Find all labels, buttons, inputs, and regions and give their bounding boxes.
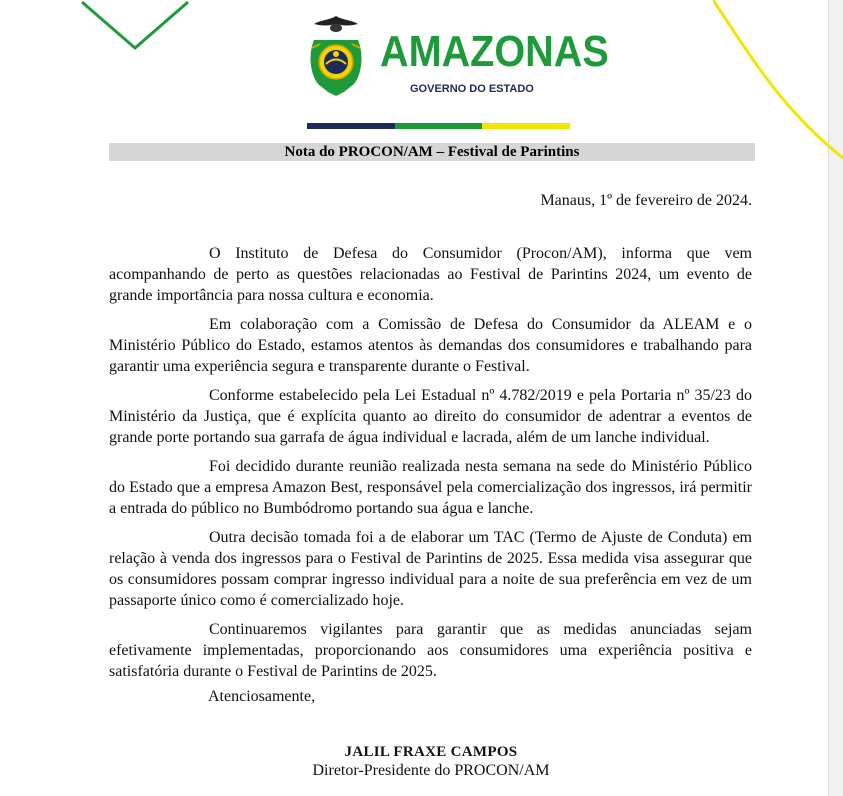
signer-name: JALIL FRAXE CAMPOS	[344, 744, 518, 760]
paragraph: Em colaboração com a Comissão de Defesa do Consumidor da ALEAM e o Ministério Público do Estado, estamos atentos às demandas dos consumidores e trabalhando para garantir uma experiência segura e transparente durante o Festival.	[109, 316, 752, 375]
coat-of-arms-icon	[306, 14, 366, 98]
decorative-curve-icon	[713, 0, 843, 160]
flag-stripe-blue	[307, 123, 395, 129]
closing-salutation: Atenciosamente,	[208, 688, 316, 705]
flag-stripe-yellow	[482, 123, 570, 129]
signer-role: Diretor-Presidente do PROCON/AM	[312, 762, 550, 779]
government-logo	[306, 12, 609, 130]
decorative-chevron-icon	[80, 0, 190, 55]
flag-color-bar	[307, 123, 570, 129]
paragraph: Outra decisão tomada foi a de elaborar um TAC (Termo de Ajuste de Conduta) em relação à venda dos ingressos para o Festival de Parintins de 2025. Essa medida visa assegurar que os consumidores possam comprar ingresso individual para a noite de sua preferência em vez de um passaporte único como é comercializado hoje.	[109, 529, 752, 609]
brand-name: AMAZONAS	[380, 27, 609, 76]
paragraph: O Instituto de Defesa do Consumidor (Procon/AM), informa que vem acompanhando de perto as questões relacionadas ao Festival de Parintins 2024, um evento de grande importância para nossa cultura e economia.	[109, 245, 752, 304]
flag-stripe-green	[395, 123, 483, 129]
document-title: Nota do PROCON/AM – Festival de Parintins	[109, 143, 755, 161]
document-date: Manaus, 1º de fevereiro de 2024.	[540, 192, 752, 209]
brand-subtitle: GOVERNO DO ESTADO	[410, 83, 534, 95]
paragraph: Continuaremos vigilantes para garantir que as medidas anunciadas sejam efetivamente implementadas, proporcionando aos consumidores uma experiência positiva e satisfatória durante o Festival de Parintins de 2025.	[109, 621, 752, 680]
document-body	[109, 243, 752, 690]
paragraph: Conforme estabelecido pela Lei Estadual nº 4.782/2019 e pela Portaria nº 35/23 do Ministério da Justiça, que é explícita quanto ao direito do consumidor de adentrar a eventos de grande porte portando sua garrafa de água individual e lacrada, além de um lanche individual.	[109, 387, 752, 446]
paragraph: Foi decidido durante reunião realizada nesta semana na sede do Ministério Público do Estado que a empresa Amazon Best, responsável pela comercialização dos ingressos, irá permitir a entrada do público no Bumbódromo portando sua água e lanche.	[109, 458, 752, 517]
